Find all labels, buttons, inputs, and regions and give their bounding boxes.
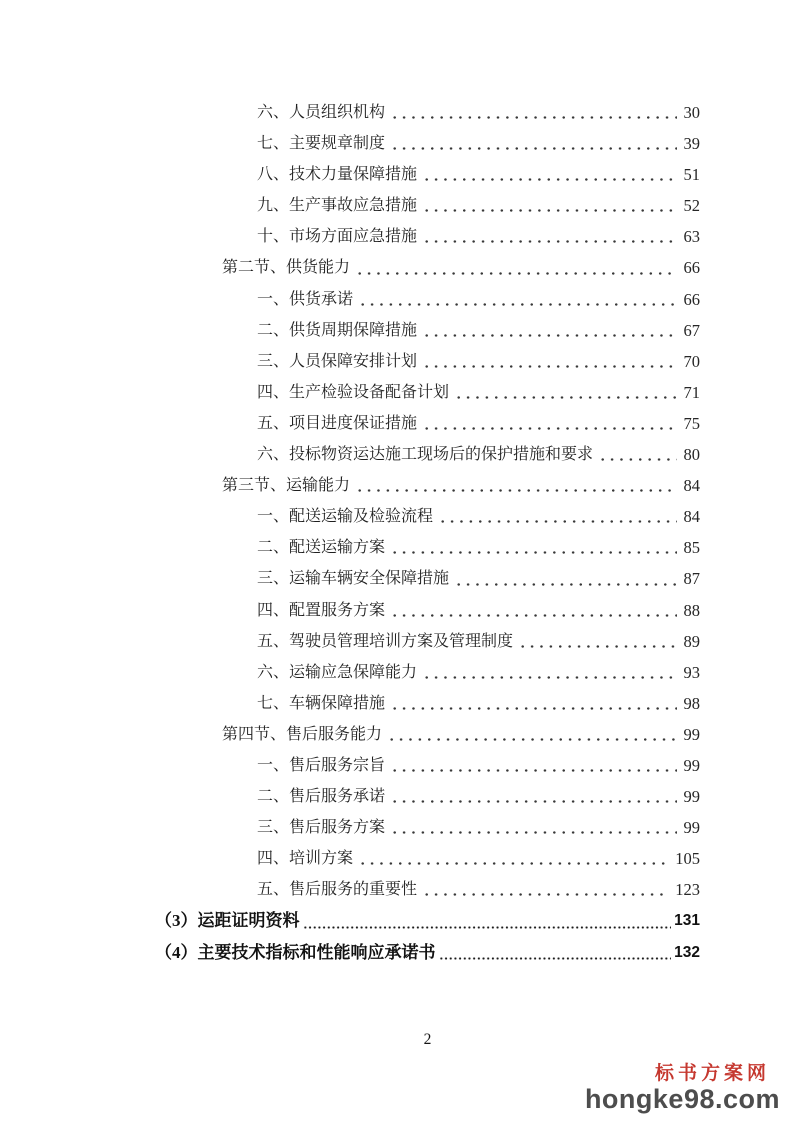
toc-entry[interactable] xyxy=(155,781,700,812)
toc-entry-page: 123 xyxy=(675,880,700,900)
toc-entry-page: 80 xyxy=(683,445,700,465)
dot-leader xyxy=(387,719,676,750)
toc-entry-page: 99 xyxy=(683,818,700,838)
toc-entry[interactable] xyxy=(155,688,700,719)
toc-entry-title: 六、投标物资运达施工现场后的保护措施和要求 xyxy=(257,446,594,464)
toc-entry[interactable] xyxy=(155,657,700,688)
toc-entry-title: 五、驾驶员管理培训方案及管理制度 xyxy=(257,632,514,650)
toc-entry[interactable] xyxy=(155,284,700,315)
toc-entry[interactable] xyxy=(155,812,700,843)
dot-leader xyxy=(454,377,676,408)
toc-entry-title: 第三节、运输能力 xyxy=(222,477,351,495)
page-number: 2 xyxy=(423,1031,432,1048)
toc-list xyxy=(155,97,700,968)
toc-entry-page: 70 xyxy=(683,351,700,371)
toc-entry-title: 七、车辆保障措施 xyxy=(257,694,386,712)
dot-leader xyxy=(358,284,676,315)
toc-entry[interactable] xyxy=(155,843,700,874)
toc-entry-title: 六、人员组织机构 xyxy=(257,104,386,121)
dot-leader xyxy=(390,97,676,128)
toc-entry-title: 二、供货周期保障措施 xyxy=(257,321,418,339)
dot-leader xyxy=(422,346,676,377)
toc-entry-title: 第二节、供货能力 xyxy=(222,259,351,277)
dot-leader xyxy=(439,937,672,968)
toc-entry-page: 98 xyxy=(683,693,700,713)
toc-entry[interactable] xyxy=(155,905,700,936)
toc-entry-title: 三、售后服务方案 xyxy=(257,819,386,837)
toc-entry[interactable] xyxy=(155,190,700,221)
toc-entry-page: 63 xyxy=(683,227,700,247)
dot-leader xyxy=(355,252,676,283)
toc-entry-page: 132 xyxy=(674,943,700,961)
toc-entry-title: 五、售后服务的重要性 xyxy=(257,881,418,899)
toc-entry[interactable] xyxy=(155,346,700,377)
toc-entry-title: 四、配置服务方案 xyxy=(257,601,386,619)
dot-leader xyxy=(390,128,676,159)
toc-entry-page: 39 xyxy=(683,134,700,154)
toc-entry[interactable] xyxy=(155,719,700,750)
toc-entry-page: 88 xyxy=(683,600,700,620)
toc-entry-title: 八、技术力量保障措施 xyxy=(257,166,418,184)
toc-entry[interactable] xyxy=(155,874,700,905)
dot-leader xyxy=(355,470,676,501)
dot-leader xyxy=(390,532,676,563)
toc-entry[interactable] xyxy=(155,408,700,439)
watermark-site-name: 标书方案网 xyxy=(654,1063,770,1084)
toc-entry[interactable] xyxy=(155,750,700,781)
dot-leader xyxy=(422,408,676,439)
watermark-logo xyxy=(585,1064,780,1113)
dot-leader xyxy=(390,812,676,843)
toc-entry-title: 十、市场方面应急措施 xyxy=(257,228,418,246)
toc-entry-page: 99 xyxy=(683,787,700,807)
toc-entry-page: 66 xyxy=(683,258,700,278)
toc-entry[interactable] xyxy=(155,128,700,159)
toc-entry-page: 85 xyxy=(683,538,700,558)
toc-entry[interactable] xyxy=(155,501,700,532)
dot-leader xyxy=(358,843,668,874)
dot-leader xyxy=(390,781,676,812)
toc-entry-page: 67 xyxy=(683,320,700,340)
dot-leader xyxy=(518,626,676,657)
toc-entry[interactable] xyxy=(155,532,700,563)
toc-entry-title: 四、生产检验设备配备计划 xyxy=(257,383,450,401)
dot-leader xyxy=(422,190,676,221)
toc-entry-page: 51 xyxy=(683,165,700,185)
toc-entry[interactable] xyxy=(155,470,700,501)
watermark-site-url: hongke98.com xyxy=(584,1084,780,1114)
toc-entry-page: 71 xyxy=(683,382,700,402)
dot-leader xyxy=(422,221,676,252)
dot-leader xyxy=(438,501,676,532)
toc-entry[interactable] xyxy=(155,626,700,657)
toc-entry-page: 89 xyxy=(683,631,700,651)
dot-leader xyxy=(422,315,676,346)
toc-entry[interactable] xyxy=(155,563,700,594)
toc-entry-page: 30 xyxy=(683,103,700,122)
toc-entry-title: 七、主要规章制度 xyxy=(257,135,386,153)
toc-entry-title: 一、供货承诺 xyxy=(257,290,354,308)
toc-entry[interactable] xyxy=(155,595,700,626)
toc-entry-page: 52 xyxy=(683,196,700,216)
toc-entry[interactable] xyxy=(155,97,700,128)
toc-entry-title: （3）运距证明资料 xyxy=(155,911,300,931)
toc-entry-page: 87 xyxy=(683,569,700,589)
toc-entry-title: 三、运输车辆安全保障措施 xyxy=(257,570,450,588)
toc-entry-page: 75 xyxy=(683,413,700,433)
toc-entry-page: 99 xyxy=(683,755,700,775)
toc-entry-title: 二、售后服务承诺 xyxy=(257,788,386,806)
dot-leader xyxy=(390,595,676,626)
toc-entry[interactable] xyxy=(155,315,700,346)
dot-leader xyxy=(422,874,668,905)
dot-leader xyxy=(598,439,676,470)
toc-entry[interactable] xyxy=(155,159,700,190)
toc-entry-title: 二、配送运输方案 xyxy=(257,539,386,557)
toc-entry-title: 三、人员保障安排计划 xyxy=(257,352,418,370)
toc-entry-title: 五、项目进度保证措施 xyxy=(257,414,418,432)
dot-leader xyxy=(303,905,672,936)
toc-entry-page: 66 xyxy=(683,289,700,309)
toc-entry[interactable] xyxy=(155,221,700,252)
toc-entry-page: 131 xyxy=(674,912,700,930)
toc-entry-page: 105 xyxy=(675,849,700,869)
toc-entry[interactable] xyxy=(155,377,700,408)
dot-leader xyxy=(390,688,676,719)
toc-entry-page: 99 xyxy=(683,724,700,744)
toc-entry[interactable] xyxy=(155,937,700,968)
toc-entry-title: 四、培训方案 xyxy=(257,850,354,868)
toc-entry[interactable] xyxy=(155,252,700,283)
toc-entry-page: 84 xyxy=(683,507,700,527)
toc-entry-title: 六、运输应急保障能力 xyxy=(257,663,418,681)
toc-entry-title: （4）主要技术指标和性能响应承诺书 xyxy=(155,942,436,962)
toc-entry-title: 一、配送运输及检验流程 xyxy=(257,508,434,526)
dot-leader xyxy=(422,657,676,688)
dot-leader xyxy=(390,750,676,781)
dot-leader xyxy=(454,563,676,594)
dot-leader xyxy=(422,159,676,190)
toc-entry-page: 93 xyxy=(683,662,700,682)
toc-entry-title: 第四节、售后服务能力 xyxy=(222,725,383,743)
toc-entry-title: 一、售后服务宗旨 xyxy=(257,756,386,774)
toc-entry-title: 九、生产事故应急措施 xyxy=(257,197,418,215)
toc-entry[interactable] xyxy=(155,439,700,470)
toc-entry-page: 84 xyxy=(683,476,700,496)
